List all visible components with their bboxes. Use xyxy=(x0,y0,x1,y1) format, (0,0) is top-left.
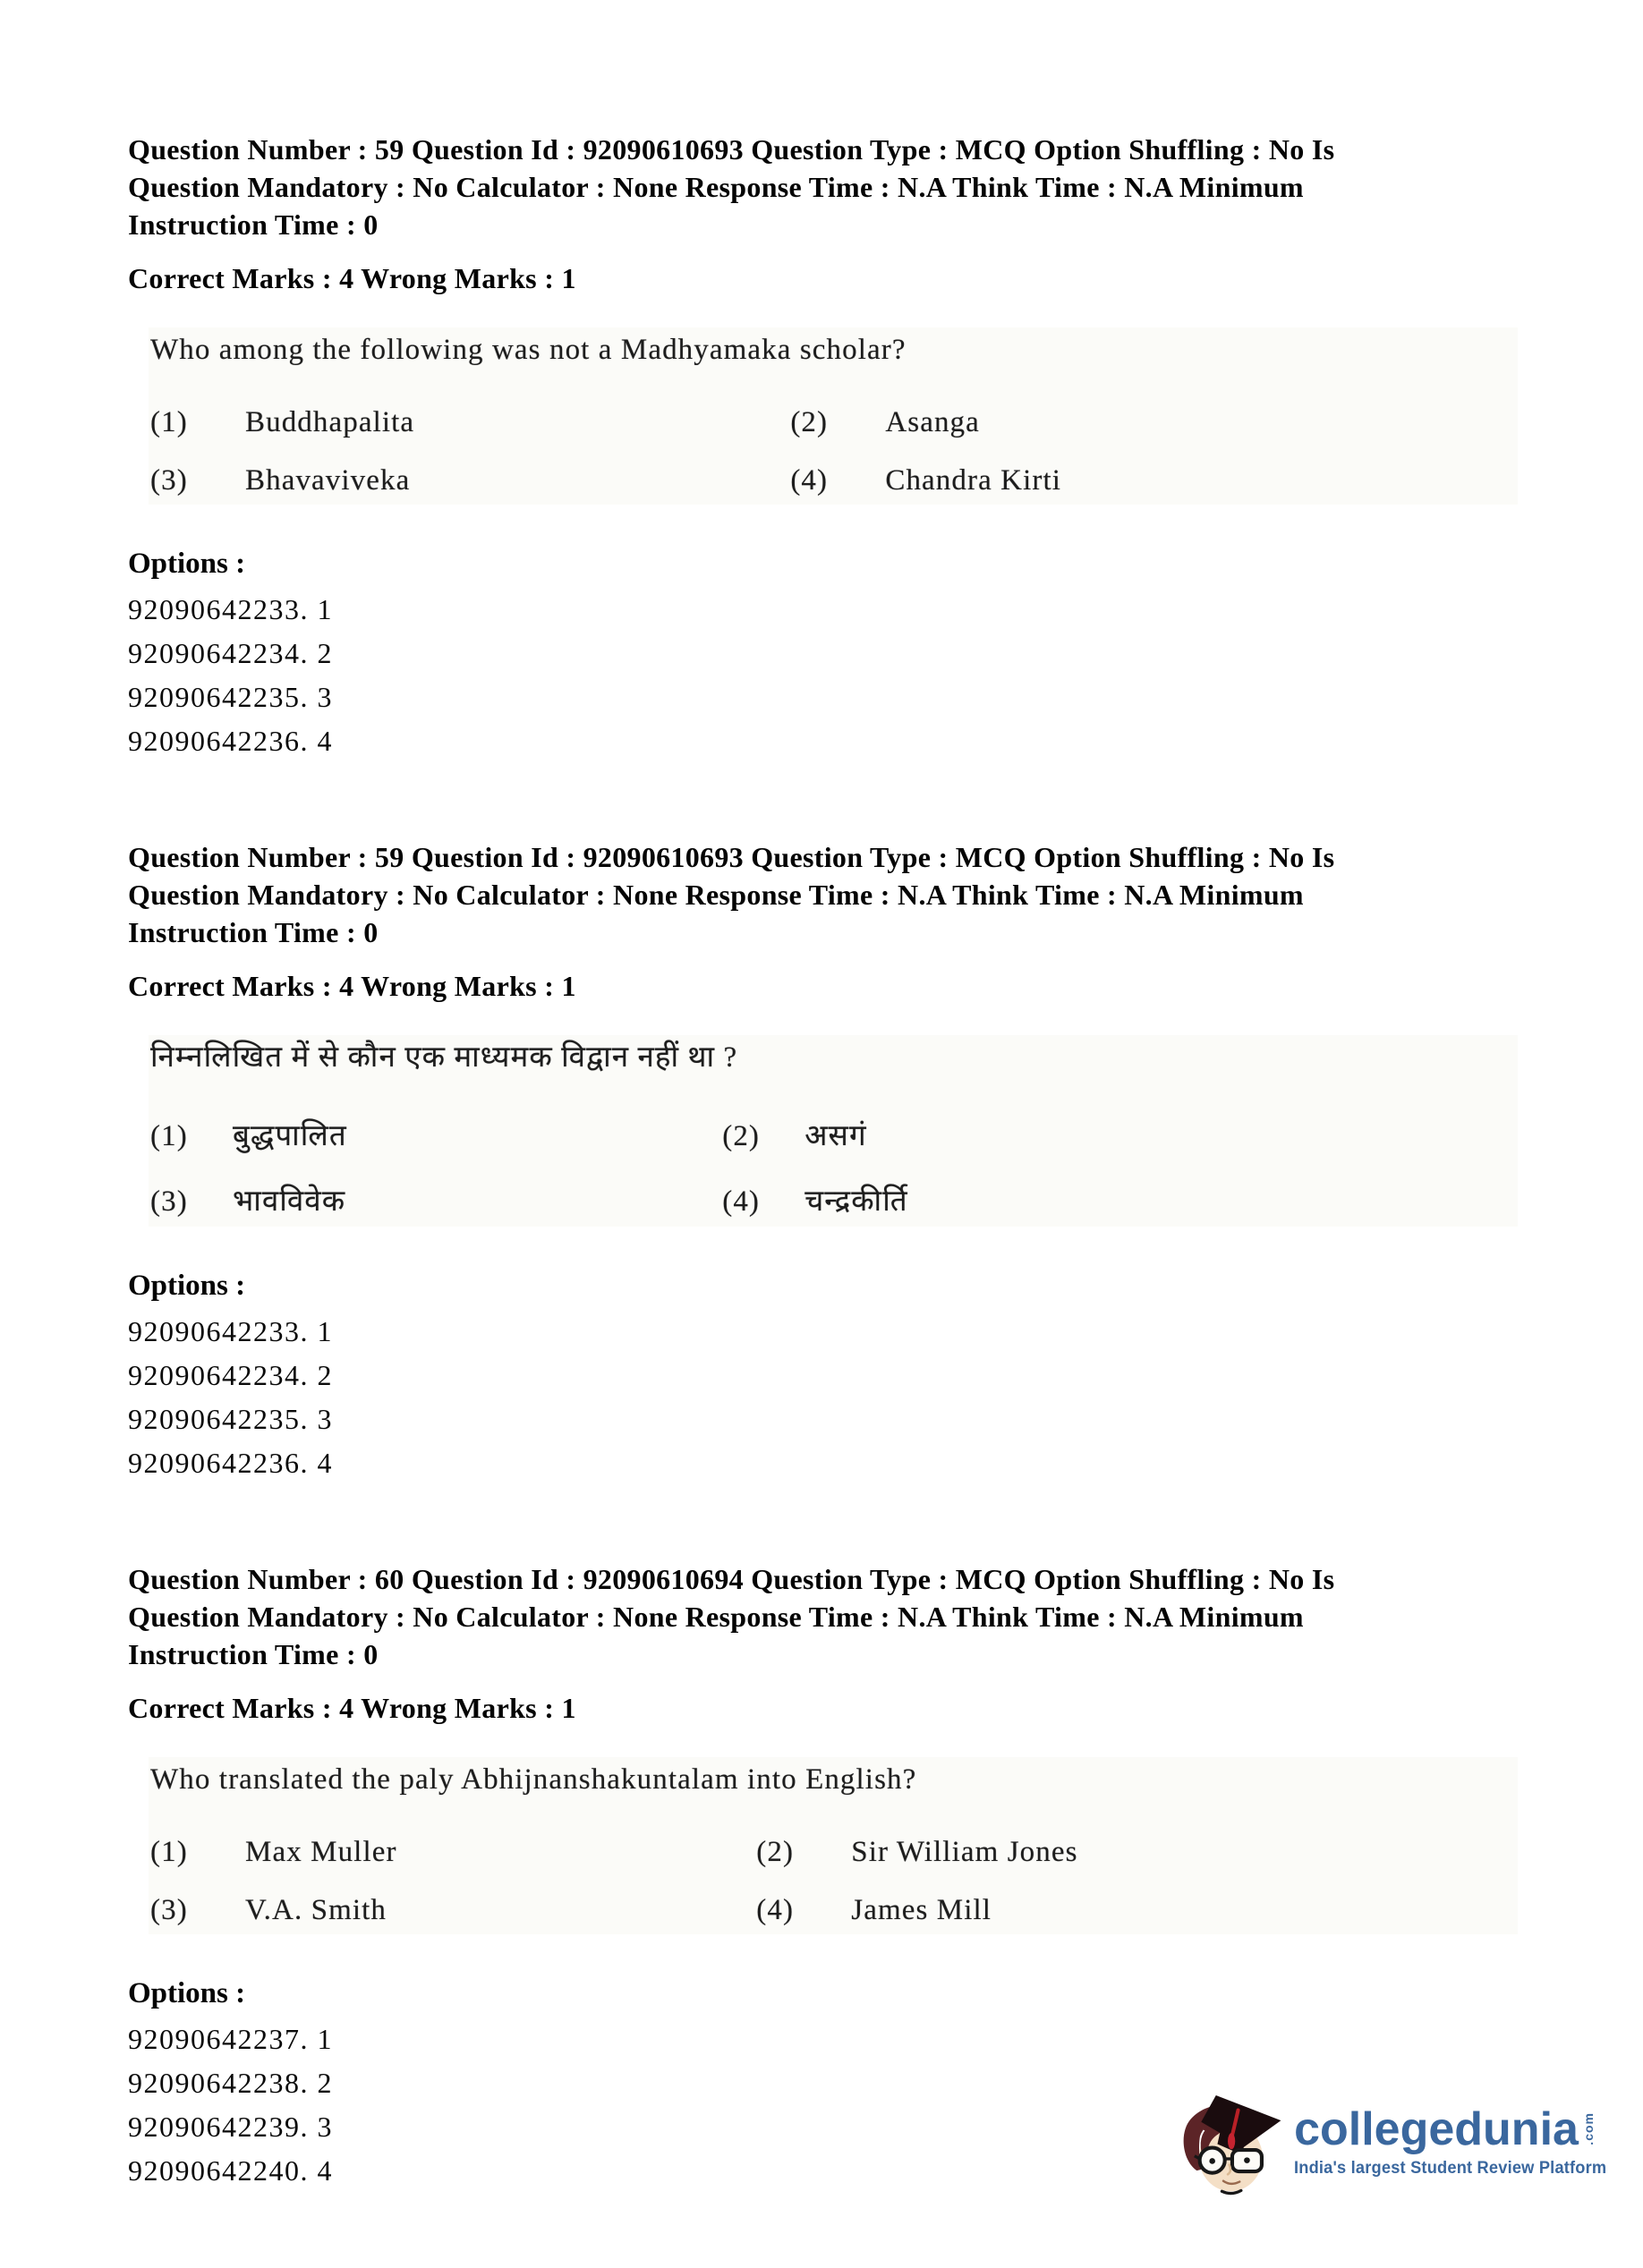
meta-line: Instruction Time : 0 xyxy=(128,1638,379,1670)
meta-line: Instruction Time : 0 xyxy=(128,208,379,241)
choice-4 xyxy=(756,1894,1512,1927)
choice-2 xyxy=(722,1114,1512,1154)
meta-line: Question Mandatory : No Calculator : None Response Time : N.A Think Time : N.A Minimum xyxy=(128,1601,1304,1633)
brand-tagline: India's largest Student Review Platform xyxy=(1294,2158,1607,2178)
choice-3 xyxy=(150,464,790,497)
option-id: 92090642236. 4 xyxy=(128,1447,333,1479)
option-id: 92090642233. 1 xyxy=(128,1315,333,1347)
option-id: 92090642235. 3 xyxy=(128,1403,333,1435)
collegedunia-logo[interactable] xyxy=(1169,2076,1620,2208)
question-block-59-english xyxy=(128,131,1518,763)
choice-label: भावविवेक xyxy=(233,1185,346,1218)
choice-number: (3) xyxy=(150,464,188,497)
choice-2 xyxy=(790,406,1512,439)
question-meta xyxy=(128,131,1518,243)
question-meta xyxy=(128,838,1518,951)
choice-number: (4) xyxy=(756,1894,795,1926)
option-id: 92090642239. 3 xyxy=(128,2111,333,2143)
meta-line: Question Mandatory : No Calculator : None Response Time : N.A Think Time : N.A Minimum xyxy=(128,171,1304,203)
question-body xyxy=(149,327,1518,505)
choice-number: (1) xyxy=(150,1120,188,1152)
choice-number: (4) xyxy=(790,464,829,497)
option-id: 92090642237. 1 xyxy=(128,2023,333,2055)
meta-line: Question Number : 59 Question Id : 92090610693 Question Type : MCQ Option Shuffling : No Is xyxy=(128,133,1335,166)
question-text: Who translated the paly Abhijnanshakuntalam into English? xyxy=(150,1763,917,1796)
choice-label: चन्द्रकीर्ति xyxy=(804,1185,908,1218)
marks-line: Correct Marks : 4 Wrong Marks : 1 xyxy=(128,1692,576,1724)
option-id: 92090642233. 1 xyxy=(128,593,333,625)
meta-line: Question Mandatory : No Calculator : None Response Time : N.A Think Time : N.A Minimum xyxy=(128,879,1304,911)
meta-line: Question Number : 59 Question Id : 92090610693 Question Type : MCQ Option Shuffling : No Is xyxy=(128,841,1335,873)
choice-number: (3) xyxy=(150,1185,188,1218)
question-body xyxy=(149,1757,1518,1934)
option-id: 92090642234. 2 xyxy=(128,1359,333,1391)
choice-label: Max Muller xyxy=(245,1836,397,1868)
choices-grid xyxy=(150,406,1512,497)
choice-label: James Mill xyxy=(851,1894,992,1926)
options-heading: Options : xyxy=(128,1977,246,2009)
choice-label: Sir William Jones xyxy=(851,1836,1078,1868)
marks-line: Correct Marks : 4 Wrong Marks : 1 xyxy=(128,970,576,1002)
choice-label: Asanga xyxy=(885,406,980,438)
document-page xyxy=(128,131,1518,2268)
brand-wordmark: collegedunia xyxy=(1294,2102,1579,2155)
choice-1 xyxy=(150,1836,756,1869)
choice-label: Buddhapalita xyxy=(245,406,415,438)
choice-label: V.A. Smith xyxy=(245,1894,387,1926)
meta-line: Instruction Time : 0 xyxy=(128,916,379,948)
choice-number: (1) xyxy=(150,406,188,438)
question-meta xyxy=(128,1560,1518,1673)
choice-number: (1) xyxy=(150,1836,188,1868)
choice-4 xyxy=(790,464,1512,497)
choice-label: बुद्धपालित xyxy=(233,1120,347,1152)
option-id: 92090642236. 4 xyxy=(128,725,333,757)
options-heading: Options : xyxy=(128,548,246,580)
option-id: 92090642240. 4 xyxy=(128,2154,333,2187)
choice-2 xyxy=(756,1836,1512,1869)
question-text: Who among the following was not a Madhyamaka scholar? xyxy=(150,334,907,366)
option-id: 92090642235. 3 xyxy=(128,681,333,713)
choice-number: (3) xyxy=(150,1894,188,1926)
choice-number: (2) xyxy=(790,406,829,438)
option-id-list xyxy=(128,1310,1518,1485)
meta-line: Question Number : 60 Question Id : 92090610694 Question Type : MCQ Option Shuffling : No Is xyxy=(128,1563,1335,1595)
question-block-59-hindi xyxy=(128,838,1518,1485)
brand-domain-suffix: .com xyxy=(1580,2112,1596,2145)
choice-3 xyxy=(150,1894,756,1927)
option-id-list xyxy=(128,588,1518,763)
option-id: 92090642234. 2 xyxy=(128,637,333,669)
choice-1 xyxy=(150,406,790,439)
choice-1 xyxy=(150,1114,722,1154)
choice-4 xyxy=(722,1179,1512,1219)
question-body xyxy=(149,1035,1518,1227)
marks-line: Correct Marks : 4 Wrong Marks : 1 xyxy=(128,262,576,294)
options-heading: Options : xyxy=(128,1270,246,1302)
choice-label: असगं xyxy=(804,1120,867,1152)
option-id: 92090642238. 2 xyxy=(128,2067,333,2099)
choice-label: Chandra Kirti xyxy=(885,464,1061,497)
choice-number: (4) xyxy=(722,1185,761,1218)
choices-grid xyxy=(150,1114,1512,1219)
student-mascot-icon xyxy=(1169,2076,1287,2208)
choices-grid xyxy=(150,1836,1512,1927)
choice-label: Bhavaviveka xyxy=(245,464,411,497)
choice-3 xyxy=(150,1179,722,1219)
choice-number: (2) xyxy=(722,1120,761,1152)
question-text: निम्नलिखित में से कौन एक माध्यमक विद्वान नहीं था ? xyxy=(150,1041,738,1074)
choice-number: (2) xyxy=(756,1836,795,1868)
